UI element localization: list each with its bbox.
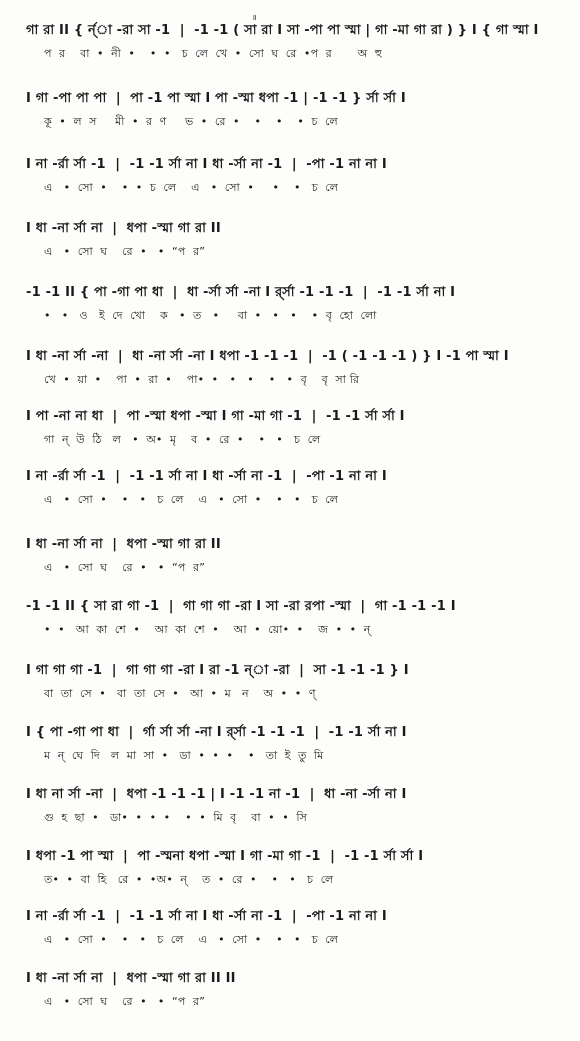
lyric-line: গু হ ছা • ডা• • • • • • মি বৃ বা • • সি — [44, 811, 307, 824]
notation-line: I ধা -না র্সা না | ধপা -স্মা গা রা II II — [26, 971, 236, 986]
lyric-line: গা ন্‌ উ ঠি ল • অ• মৃ ব • রে • • • চ লে — [44, 433, 321, 446]
notation-line: I ধা -না র্সা না | ধপা -স্মা গা রা II — [26, 537, 221, 552]
lyric-line: কূ • ল স মী • র ণ ভ • রে • • • • চ লে — [44, 115, 338, 128]
stanza-12 — [26, 724, 566, 764]
stanza-11 — [26, 662, 566, 702]
lyric-line: এ • সো ঘ রে • • “প র” — [44, 995, 206, 1008]
notation-line: I { পা -গা পা ধা | র্গা র্সা র্সা -না I র্র্সা -1 -1 -1 | -1 -1 র্সা না I — [26, 725, 407, 740]
stanza-14 — [26, 848, 566, 888]
notation-line: I ধা -না র্সা -না | ধা -না র্সা -না I ধপা -1 -1 -1 | -1 ( -1 -1 -1 ) } I -1 পা স্মা I — [26, 349, 509, 364]
lyric-line: এ • সো • • • চ লে এ • সো • • • চ লে — [44, 181, 339, 194]
notation-line: I ধা -না র্সা না | ধপা -স্মা গা রা II — [26, 221, 221, 236]
stanza-10 — [26, 598, 566, 638]
lyric-line: প র বা • নী • • • চ লে খে • সো ঘ রে •প র অ হু — [44, 47, 383, 60]
stanza-9 — [26, 536, 566, 576]
stanza-16 — [26, 970, 566, 1010]
notation-line: গা রা II { র্ন্‌া -রা সা -1 | -1 -1 ( সা রা I সা -পা পা স্মা | গা -মা গা রা ) } I { গা স্মা I — [26, 23, 539, 38]
stanza-15 — [26, 908, 566, 948]
notation-line: -1 -1 II { সা রা গা -1 | গা গা গা -রা I সা -রা রপা -স্মা | গা -1 -1 -1 I — [26, 599, 456, 614]
lyric-line: ত• • বা হি রে • •অ• ন্‌ ত • রে • • • চ লে — [44, 873, 334, 886]
lyric-line: এ • সো ঘ রে • • “প র” — [44, 245, 206, 258]
lyric-line: • • আ কা শে • আ কা শে • আ • য়ো• • জ • • ন্‌ — [44, 623, 371, 636]
notation-line: I না -র্রা র্সা -1 | -1 -1 র্সা না I ধা -র্সা না -1 | -পা -1 না না I — [26, 469, 387, 484]
notation-line: I ধা না র্সা -না | ধপা -1 -1 -1 | I -1 -1 না -1 | ধা -না -র্সা না I — [26, 787, 407, 802]
lyric-line: এ • সো ঘ রে • • “প র” — [44, 561, 206, 574]
notation-line: I না -র্রা র্সা -1 | -1 -1 র্সা না I ধা -র্সা না -1 | -পা -1 না না I — [26, 157, 387, 172]
notation-line: I গা গা গা -1 | গা গা গা -রা I রা -1 ন্‌া -রা | সা -1 -1 -1 } I — [26, 663, 409, 678]
stanza-6 — [26, 348, 566, 388]
notation-line: I পা -না না ধা | পা -স্মা ধপা -স্মা I গা -মা গা -1 | -1 -1 র্সা র্সা I — [26, 409, 405, 424]
stanza-3 — [26, 156, 566, 196]
lyric-line: বা তা সে • বা তা সে • আ • ম ন অ • • ণ্‌ — [44, 687, 316, 700]
stanza-2 — [26, 90, 566, 130]
notation-line: I ধপা -1 পা স্মা | পা -স্মনা ধপা -স্মা I গা -মা গা -1 | -1 -1 র্সা র্সা I — [26, 849, 424, 864]
lyric-line: এ • সো • • • চ লে এ • সো • • • চ লে — [44, 933, 339, 946]
stanza-5 — [26, 284, 566, 324]
stanza-1 — [26, 22, 566, 62]
stanza-4 — [26, 220, 566, 260]
lyric-line: এ • সো • • • চ লে এ • সো • • • চ লে — [44, 493, 339, 506]
notation-line: I না -র্রা র্সা -1 | -1 -1 র্সা না I ধা -র্সা না -1 | -পা -1 না না I — [26, 909, 387, 924]
header-mark: ॥ — [252, 13, 257, 22]
stanza-13 — [26, 786, 566, 826]
lyric-line: ম ন্‌ ঘে দি ল মা সা • ডা • • • • তা ই তু মি — [44, 749, 324, 762]
lyric-line: খে • য়া • পা • রা • পা• • • • • • বৃ বৃ সা রি — [44, 373, 360, 386]
notation-line: I গা -পা পা পা | পা -1 পা স্মা I পা -স্মা ধপা -1 | -1 -1 } র্সা র্সা I — [26, 91, 406, 106]
lyric-line: • • ও ই দে খো ক • ত • বা • • • • বৃ হো লো — [44, 309, 377, 322]
stanza-7 — [26, 408, 566, 448]
stanza-8 — [26, 468, 566, 508]
notation-line: -1 -1 II { পা -গা পা ধা | ধা -র্সা র্সা -না I র্র্সা -1 -1 -1 | -1 -1 র্সা না I — [26, 285, 456, 300]
